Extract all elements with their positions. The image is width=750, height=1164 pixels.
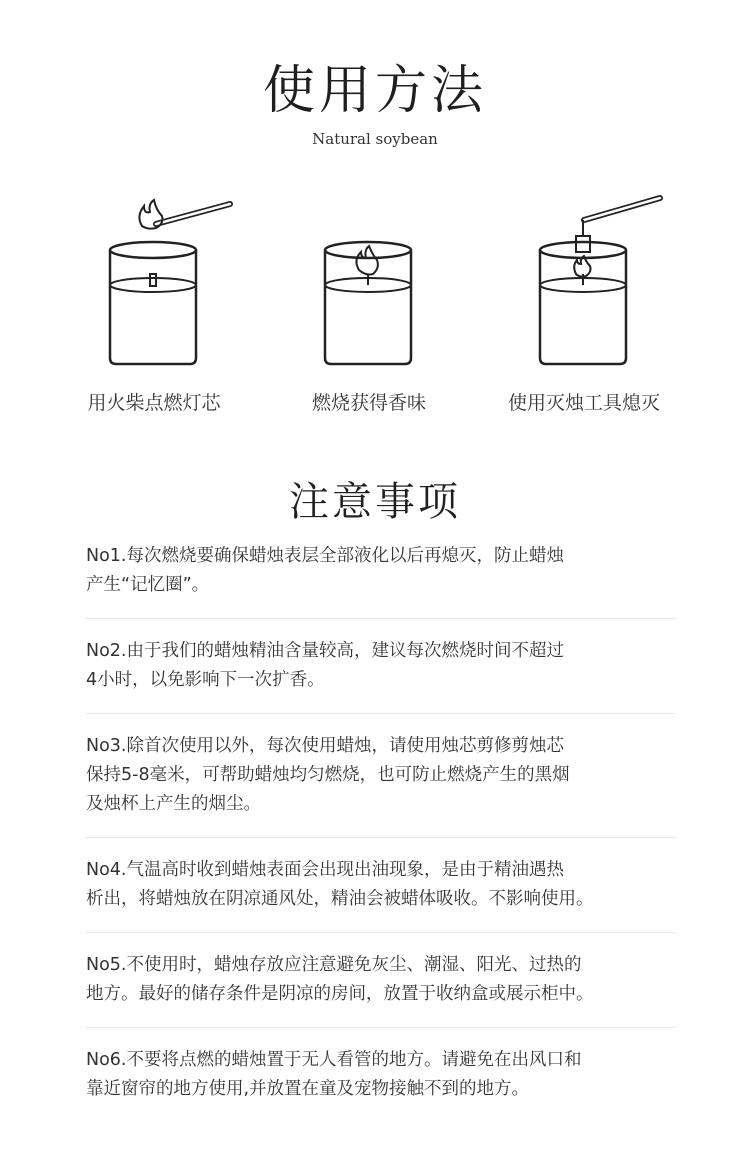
step-snuff bbox=[464, 190, 704, 420]
burning-candle-icon bbox=[249, 190, 489, 390]
note-item: No3.除首次使用以外，每次使用蜡烛，请使用烛芯剪修剪烛芯 保持5-8毫米，可帮助蜡烛均匀燃烧，也可防止燃烧产生的黑烟 及烛杯上产生的烟尘。 bbox=[86, 726, 676, 838]
notes-title: 注意事项 bbox=[289, 479, 461, 525]
note-item: No5.不使用时，蜡烛存放应注意避免灰尘、潮湿、阳光、过热的 地方。最好的储存条件是阴凉的房间，放置于收纳盒或展示柜中。 bbox=[86, 945, 676, 1028]
note-item: No4.气温高时收到蜡烛表面会出现出油现象，是由于精油遇热 析出，将蜡烛放在阴凉通风处，精油会被蜡体吸收。不影响使用。 bbox=[86, 850, 676, 933]
step-label: 用火柴点燃灯芯 bbox=[87, 392, 221, 414]
note-item: No1.每次燃烧要确保蜡烛表层全部液化以后再熄灭，防止蜡烛 产生“记忆圈”。 bbox=[86, 536, 676, 619]
step-light-wick bbox=[34, 190, 274, 420]
match-lighting-candle-icon bbox=[34, 190, 274, 390]
candle-snuffer-icon bbox=[464, 190, 704, 390]
notes-list bbox=[86, 536, 676, 1134]
step-burn bbox=[249, 190, 489, 420]
step-label: 燃烧获得香味 bbox=[311, 392, 426, 414]
note-item: No6.不要将点燃的蜡烛置于无人看管的地方。请避免在出风口和 靠近窗帘的地方使用,并放置在童及宠物接触不到的地方。 bbox=[86, 1050, 582, 1099]
page-title: 使用方法 bbox=[262, 61, 487, 121]
step-label: 使用灭烛工具熄灭 bbox=[507, 392, 660, 414]
page-subtitle: Natural soybean bbox=[312, 130, 438, 148]
note-item: No2.由于我们的蜡烛精油含量较高，建议每次燃烧时间不超过 4小时，以免影响下一次扩香。 bbox=[86, 631, 676, 714]
